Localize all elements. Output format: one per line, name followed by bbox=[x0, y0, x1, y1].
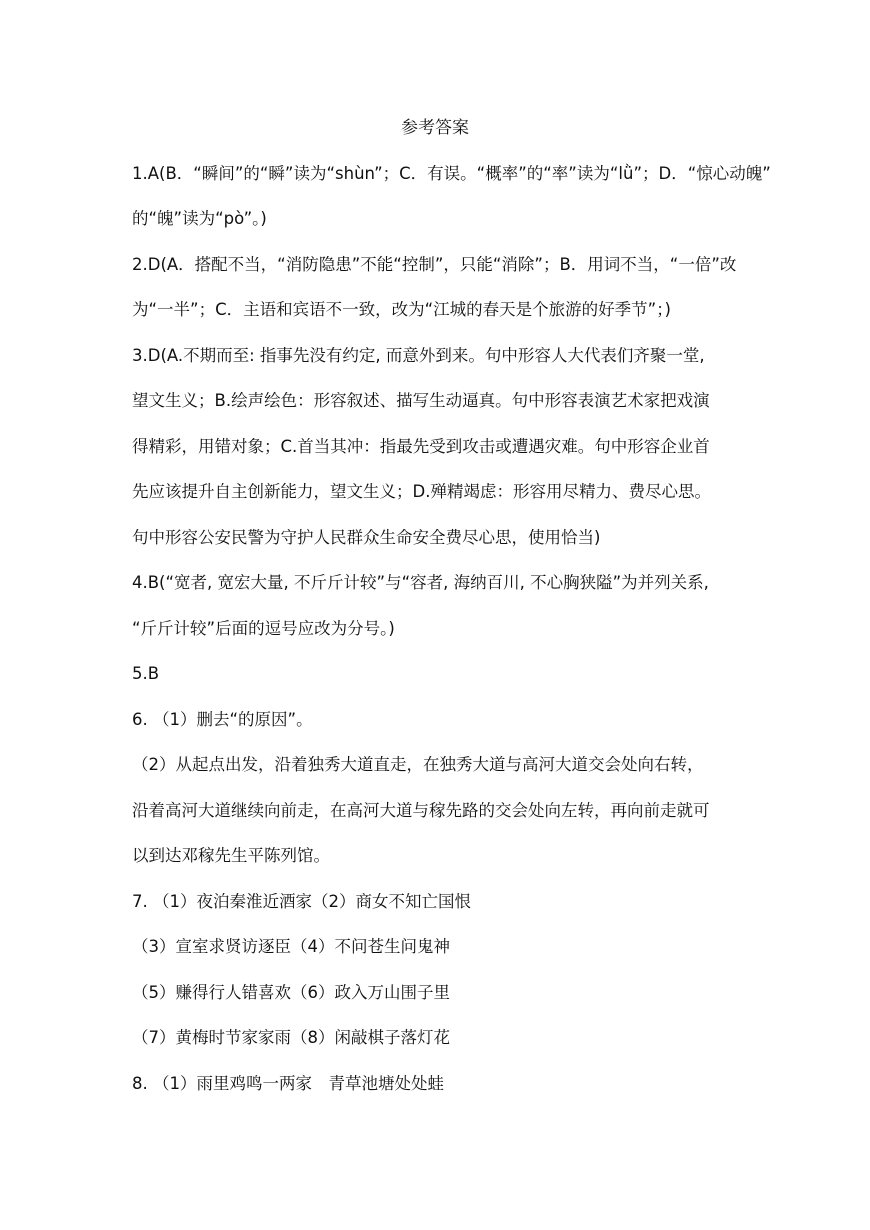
answer-line: 得精彩，用错对象；C.首当其冲：指最先受到攻击或遭遇灾难。句中形容企业首 bbox=[132, 437, 710, 456]
answer-line: 4.B(“宽者, 宽宏大量, 不斤斤计较”与“容者, 海纳百川, 不心胸狭隘”为并列关系, bbox=[132, 573, 709, 592]
answer-line: 6. （1）删去“的原因”。 bbox=[132, 710, 313, 729]
answer-line: 以到达邓稼先生平陈列馆。 bbox=[132, 846, 330, 865]
answer-line: 1.A(B．“瞬间”的“瞬”读为“shùn”；C．有误。“概率”的“率”读为“lǜ”；D．“惊心动魄” bbox=[132, 164, 771, 183]
answer-line: 为“一半”；C．主语和宾语不一致，改为“江城的春天是个旅游的好季节”；) bbox=[132, 300, 671, 319]
answer-line: 7. （1）夜泊秦淮近酒家（2）商女不知亡国恨 bbox=[132, 892, 471, 911]
answer-line: 8. （1）雨里鸡鸣一两家 青草池塘处处蛙 bbox=[132, 1074, 444, 1093]
answer-line: “斤斤计较”后面的逗号应改为分号。) bbox=[132, 619, 395, 638]
answer-line: （3）宣室求贤访逐臣（4）不问苍生问鬼神 bbox=[132, 937, 450, 956]
answer-line: （7）黄梅时节家家雨（8）闲敲棋子落灯花 bbox=[132, 1028, 450, 1047]
answer-line: 先应该提升自主创新能力，望文生义；D.殚精竭虑：形容用尽精力、费尽心思。 bbox=[132, 482, 711, 501]
page-title: 参考答案 bbox=[401, 118, 469, 138]
answer-line: （2）从起点出发，沿着独秀大道直走，在独秀大道与高河大道交会处向右转， bbox=[132, 755, 704, 774]
answer-line: 句中形容公安民警为守护人民群众生命安全费尽心思，使用恰当) bbox=[132, 528, 601, 547]
answer-line: 望文生义；B.绘声绘色：形容叙述、描写生动逼真。句中形容表演艺术家把戏演 bbox=[132, 391, 710, 410]
answer-line: 3.D(A.不期而至: 指事先没有约定, 而意外到来。句中形容人大代表们齐聚一堂, bbox=[132, 346, 705, 365]
answer-line: 沿着高河大道继续向前走，在高河大道与稼先路的交会处向左转，再向前走就可 bbox=[132, 801, 710, 820]
answer-line: 2.D(A．搭配不当，“消防隐患”不能“控制”，只能“消除”；B．用词不当，“一倍”改 bbox=[132, 255, 737, 274]
answer-line: 5.B bbox=[132, 664, 160, 683]
answer-line: （5）赚得行人错喜欢（6）政入万山围子里 bbox=[132, 983, 450, 1002]
answer-line: 的“魄”读为“pò”。) bbox=[132, 209, 267, 228]
